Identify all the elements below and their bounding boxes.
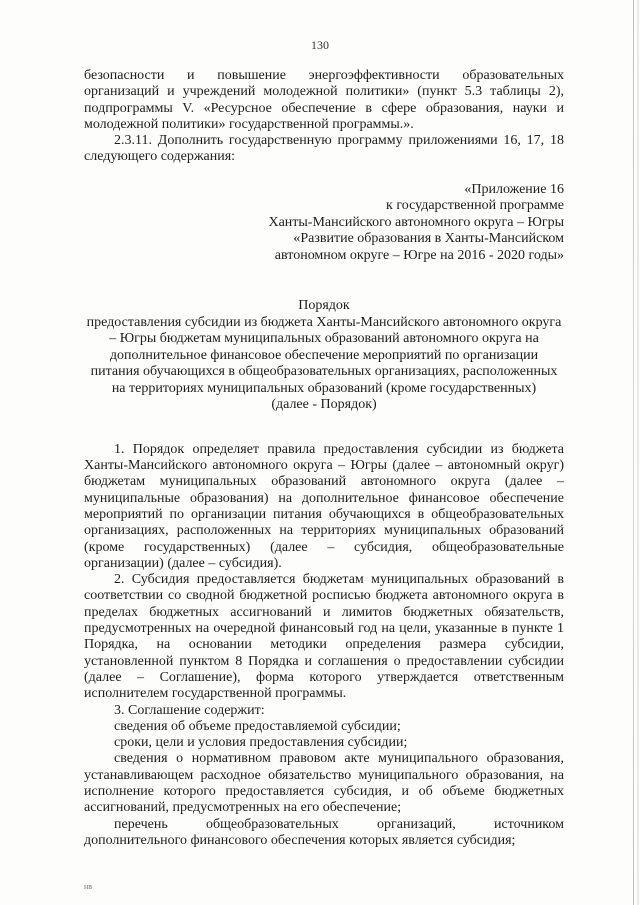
title-abbreviation: (далее - Порядок) <box>271 397 377 413</box>
title-heading: Порядок <box>298 298 350 314</box>
appendix-line-2: к государственной программе <box>386 198 564 214</box>
intro-paragraph-2: 2.3.11. Дополнить государственную программу приложениями 16, 17, 18 следующего содержания: <box>84 133 564 165</box>
appendix-header <box>84 182 564 265</box>
body-paragraph-6: сведения о нормативном правовом акте муниципального образования, устанавливающем расходное обязательство муниципального образования, на исполнение которого предоставляется субсидия, и об объеме бюджетных ассигнований, предусмотренных на его обеспечение; <box>84 751 564 816</box>
page-edge-shadow <box>633 0 634 905</box>
appendix-line-4: «Развитие образования в Ханты-Мансийском <box>293 231 564 247</box>
page-edge-shadow <box>637 0 639 905</box>
appendix-line-1: «Приложение 16 <box>464 181 564 197</box>
body-paragraph-2: 2. Субсидия предоставляется бюджетам муниципальных образований в соответствии со сводной бюджетной росписью бюджета автономного округа в пределах бюджетных ассигнований и лимитов бюджетных обязательств, предусмотренных на очередной финансовый год на цели, указанные в пункте 1 Порядка, на основании методики определения размера субсидии, установленной пунктом 8 Порядка и соглашения о предоставлении субсидии (далее – Соглашение), форма которого утверждается ответственным исполнителем государственной программы. <box>84 572 564 702</box>
body-paragraph-5: сроки, цели и условия предоставления субсидии; <box>114 735 408 751</box>
footer-mark: нв <box>84 882 93 891</box>
body-paragraph-1: 1. Порядок определяет правила предоставления субсидии из бюджета Ханты-Мансийского автономного округа – Югры (далее – автономный округ) бюджетам муниципальных образований автономного округа (далее – муниципальные образования) на дополнительное финансовое обеспечение мероприятий по организации питания обучающихся в общеобразовательных организациях, расположенных на территориях муниципальных образований (кроме государственных) (далее – субсидия, общеобразовательные организации) (далее – субсидия). <box>84 441 564 571</box>
body-paragraph-3: 3. Соглашение содержит: <box>114 702 265 718</box>
document-content <box>84 68 564 849</box>
page-number: 130 <box>311 38 329 52</box>
title-subject: предоставления субсидии из бюджета Ханты-Мансийского автономного округа – Югры бюджетам муниципальных образований автономного округа на дополнительное финансовое обеспечение мероприятий по организации питания обучающихся в общеобразовательных организациях, расположенных на территориях муниципальных образований (кроме государственных) <box>86 314 562 396</box>
appendix-line-5: автономном округе – Югре на 2016 - 2020 годы» <box>274 247 564 263</box>
intro-paragraph-1: безопасности и повышение энергоэффективности образовательных организаций и учреждений молодежной политики» (пункт 5.3 таблицы 2), подпрограммы V. «Ресурсное обеспечение в сфере образования, науки и молодежной политики» государственной программы.». <box>84 68 564 132</box>
document-title <box>84 298 564 414</box>
body-paragraph-7: перечень общеобразовательных организаций, источником дополнительного финансового обеспечения которых является субсидия; <box>84 816 564 848</box>
document-body <box>84 442 564 849</box>
appendix-line-3: Ханты-Мансийского автономного округа – Югры <box>268 214 564 230</box>
body-paragraph-4: сведения об объеме предоставляемой субсидии; <box>114 718 401 734</box>
